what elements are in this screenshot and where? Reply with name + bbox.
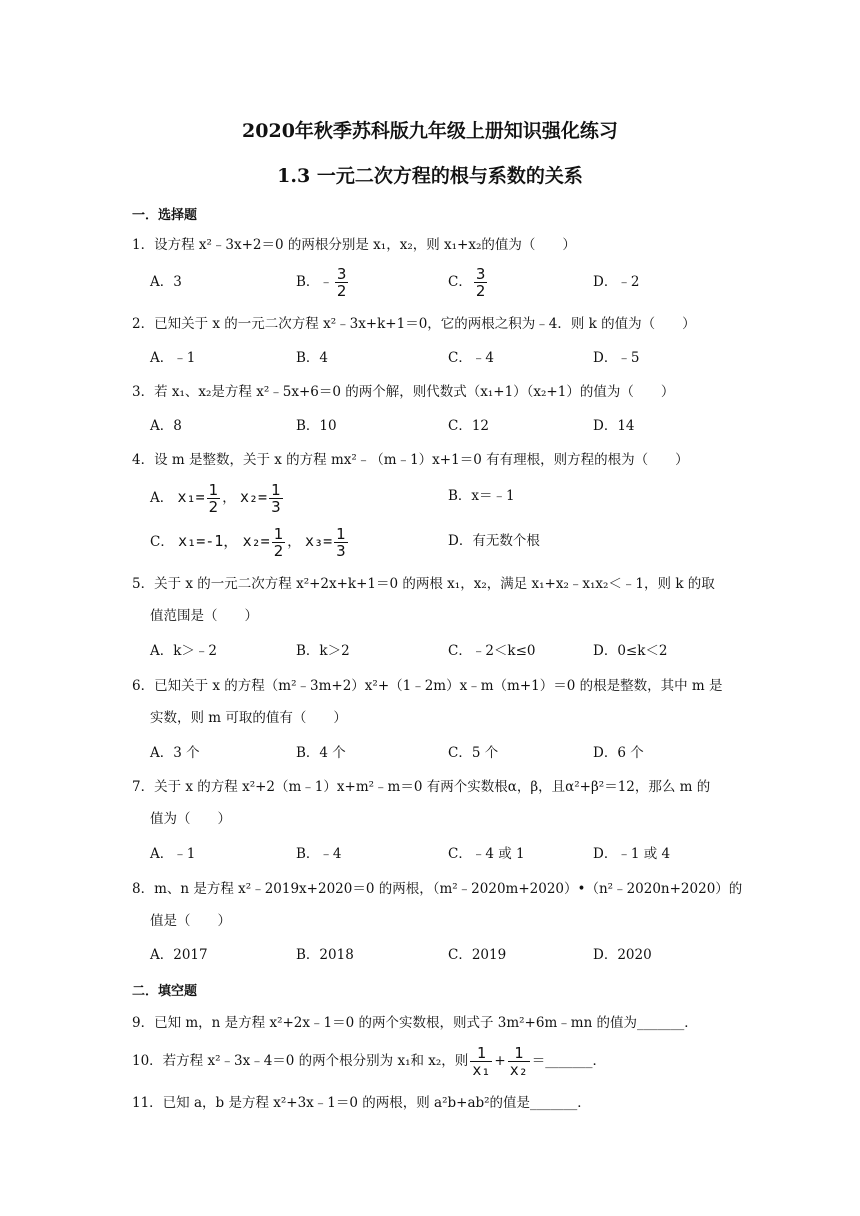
question-8-line-2: 值是（ ）: [150, 913, 231, 929]
q5-option-c: C．﹣2＜k≤0: [448, 643, 536, 659]
section-heading-choice: 一．选择题: [132, 208, 198, 223]
question-11-stem: 11．已知 a，b 是方程 x²+3x﹣1＝0 的两根，则 a²b+ab²的值是_______．: [132, 1095, 591, 1111]
question-5-line-1: 5．关于 x 的一元二次方程 x²+2x+k+1＝0 的两根 x₁，x₂，满足 x₁+x₂﹣x₁x₂＜﹣1，则 k 的取: [132, 576, 715, 592]
question-5-line-2: 值范围是（ ）: [150, 608, 258, 624]
question-9-stem: 9．已知 m，n 是方程 x²+2x﹣1＝0 的两个实数根，则式子 3m²+6m﹣mn 的值为_______．: [132, 1015, 698, 1031]
q1-option-a: A．3: [150, 274, 182, 290]
q6-option-a: A．3 个: [150, 745, 200, 761]
question-8-line-1: 8．m、n 是方程 x²﹣2019x+2020＝0 的两根，（m²﹣2020m+2020）•（n²﹣2020n+2020）的: [132, 881, 743, 897]
document-title: 2020年秋季苏科版九年级上册知识强化练习: [242, 120, 618, 142]
question-6-line-1: 6．已知关于 x 的方程（m²﹣3m+2）x²+（1﹣2m）x﹣m（m+1）＝0 的根是整数，其中 m 是: [132, 678, 723, 694]
q4-option-d: D．有无数个根: [448, 533, 540, 549]
q7-option-d: D．﹣1 或 4: [593, 846, 671, 862]
q8-option-d: D．2020: [593, 947, 652, 963]
q3-option-c: C．12: [448, 418, 490, 434]
q8-option-a: A．2017: [150, 947, 208, 963]
q4-option-c: C． x₁=-1， x₂= $\frac{1}{2}$ ， x₃= $\frac{1}{3}$: [150, 525, 346, 560]
q4-option-a: A． x₁= $\frac{1}{2}$ ， x₂= $\frac{1}{3}$: [150, 481, 281, 516]
q3-option-a: A．8: [150, 418, 182, 434]
q6-option-d: D．6 个: [593, 745, 644, 761]
q2-option-c: C．﹣4: [448, 350, 494, 366]
q2-option-b: B．4: [296, 350, 329, 366]
q6-option-b: B．4 个: [296, 745, 346, 761]
q3-option-d: D．14: [593, 418, 635, 434]
question-3-stem: 3．若 x₁、x₂是方程 x²﹣5x+6＝0 的两个解，则代数式（x₁+1）（x₂+1）的值为（ ）: [132, 384, 675, 400]
q7-option-b: B．﹣4: [296, 846, 342, 862]
q7-option-a: A．﹣1: [150, 846, 196, 862]
q8-option-c: C．2019: [448, 947, 507, 963]
question-6-line-2: 实数，则 m 可取的值有（ ）: [150, 710, 347, 726]
q8-option-b: B．2018: [296, 947, 354, 963]
q6-option-c: C．5 个: [448, 745, 499, 761]
q3-option-b: B．10: [296, 418, 337, 434]
document-subtitle: 1.3 一元二次方程的根与系数的关系: [277, 165, 583, 187]
question-2-stem: 2．已知关于 x 的一元二次方程 x²﹣3x+k+1＝0，它的两根之积为﹣4．则 k 的值为（ ）: [132, 316, 696, 332]
question-7-line-1: 7．关于 x 的方程 x²+2（m﹣1）x+m²﹣m＝0 有两个实数根α，β，且α²+β²＝12，那么 m 的: [132, 779, 711, 795]
q1-option-b: B．﹣ $\frac{3}{2}$: [296, 265, 347, 300]
q4-option-b: B．x＝﹣1: [448, 488, 515, 504]
question-1-stem: 1．设方程 x²﹣3x+2＝0 的两根分别是 x₁，x₂，则 x₁+x₂的值为（ ）: [132, 237, 576, 253]
question-4-stem: 4．设 m 是整数，关于 x 的方程 mx²﹣（m﹣1）x+1＝0 有有理根，则方程的根为（ ）: [132, 452, 689, 468]
q1-option-c: C． $\frac{3}{2}$: [448, 265, 486, 300]
question-10-stem: 10．若方程 x²﹣3x﹣4＝0 的两个根分别为 x₁和 x₂，则 $\frac{1}{\text{x₁}}$ + $\frac{1}{\text{x₂}}$ ＝_______．: [132, 1044, 606, 1079]
q5-option-b: B．k＞2: [296, 643, 350, 659]
q2-option-d: D．﹣5: [593, 350, 640, 366]
question-7-line-2: 值为（ ）: [150, 811, 231, 827]
q7-option-c: C．﹣4 或 1: [448, 846, 525, 862]
section-heading-fill-in: 二．填空题: [132, 984, 198, 999]
q2-option-a: A．﹣1: [150, 350, 196, 366]
q5-option-d: D．0≤k＜2: [593, 643, 668, 659]
q1-option-d: D．﹣2: [593, 274, 640, 290]
q5-option-a: A．k＞﹣2: [150, 643, 218, 659]
